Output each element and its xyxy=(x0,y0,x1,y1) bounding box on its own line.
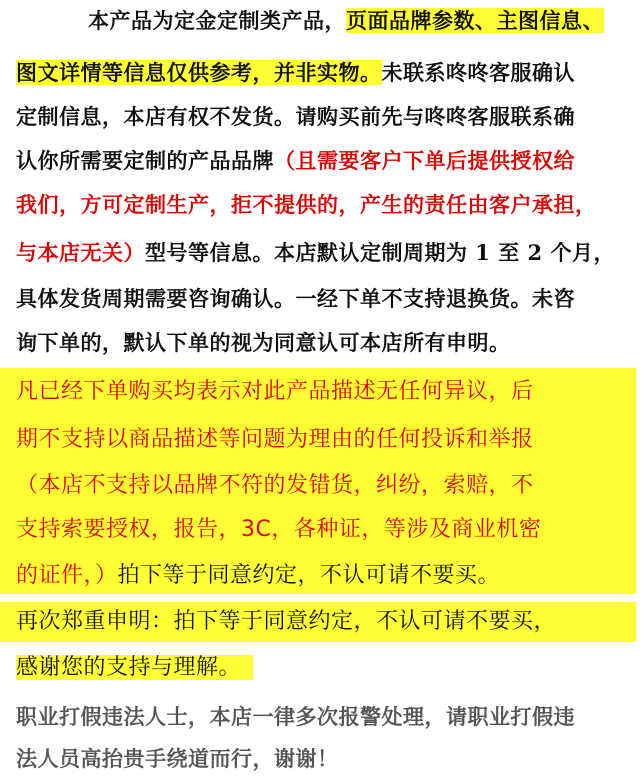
notice-red-text: 的证件，） xyxy=(16,563,118,588)
notice-line-9 xyxy=(16,370,534,414)
notice-gray-text: 职业打假违法人士，本店一律多次报警处理，请职业打假违 xyxy=(16,704,575,729)
notice-line-17 xyxy=(16,742,339,776)
notice-line-15 xyxy=(16,646,253,690)
notice-text: 具体发货周期需要咨询确认。一经下单不支持退换货。未咨 xyxy=(16,286,575,311)
notice-text: 定制信息，本店有权不发货。请购买前先与咚咚客服联系确 xyxy=(16,104,575,129)
notice-red-text: 与本店无关） xyxy=(16,240,145,265)
notice-line-16 xyxy=(16,700,575,734)
notice-highlight-text: 页面品牌参数、主图信息、 xyxy=(346,8,604,33)
notice-text: 认你所需要定制的产品品牌 xyxy=(16,148,274,173)
notice-red-text: 支持索要授权，报告，3C，各种证，等涉及商业机密 xyxy=(16,517,542,542)
notice-line-7 xyxy=(16,282,575,316)
notice-line-4 xyxy=(16,144,575,178)
notice-line-5 xyxy=(16,188,597,222)
notice-text: 询下单的，默认下单的视为同意认可本店所有申明。 xyxy=(16,330,511,355)
notice-line-2 xyxy=(16,56,575,90)
notice-line-3 xyxy=(16,100,575,134)
notice-text: 拍下等于同意约定，不认可请不要买。 xyxy=(117,563,501,588)
notice-line-8 xyxy=(16,326,511,360)
notice-line-6 xyxy=(16,236,615,270)
notice-line-12 xyxy=(16,508,541,552)
notice-highlight-text: 感谢您的支持与理解。 xyxy=(16,655,253,680)
notice-line-1 xyxy=(88,4,604,38)
notice-red-text: （本店不支持以品牌不符的发错货，纠纷，索赔，不 xyxy=(16,473,534,498)
notice-red-text: 凡已经下单购买均表示对此产品描述无任何异议，后 xyxy=(16,379,534,404)
notice-line-14 xyxy=(16,600,556,644)
notice-text: 型号等信息。本店默认定制周期为 1 至 2 个月， xyxy=(145,240,615,265)
notice-line-11 xyxy=(16,464,534,508)
notice-text: 本产品为定金定制类产品， xyxy=(88,8,346,33)
notice-red-text: （且需要客户下单后提供授权给 xyxy=(274,148,575,173)
notice-highlight-text: 图文详情等信息仅供参考，并非实物。 xyxy=(16,60,382,85)
notice-text: 再次郑重申明：拍下等于同意约定，不认可请不要买， xyxy=(16,609,557,634)
notice-line-10 xyxy=(16,418,534,462)
notice-red-text: 期不支持以商品描述等问题为理由的任何投诉和举报 xyxy=(16,427,534,452)
notice-line-13 xyxy=(16,554,500,598)
notice-red-text: 我们，方可定制生产，拒不提供的，产生的责任由客户承担， xyxy=(16,192,597,217)
notice-gray-text: 法人员高抬贵手绕道而行，谢谢！ xyxy=(16,746,339,771)
notice-text: 未联系咚咚客服确认 xyxy=(381,60,575,85)
